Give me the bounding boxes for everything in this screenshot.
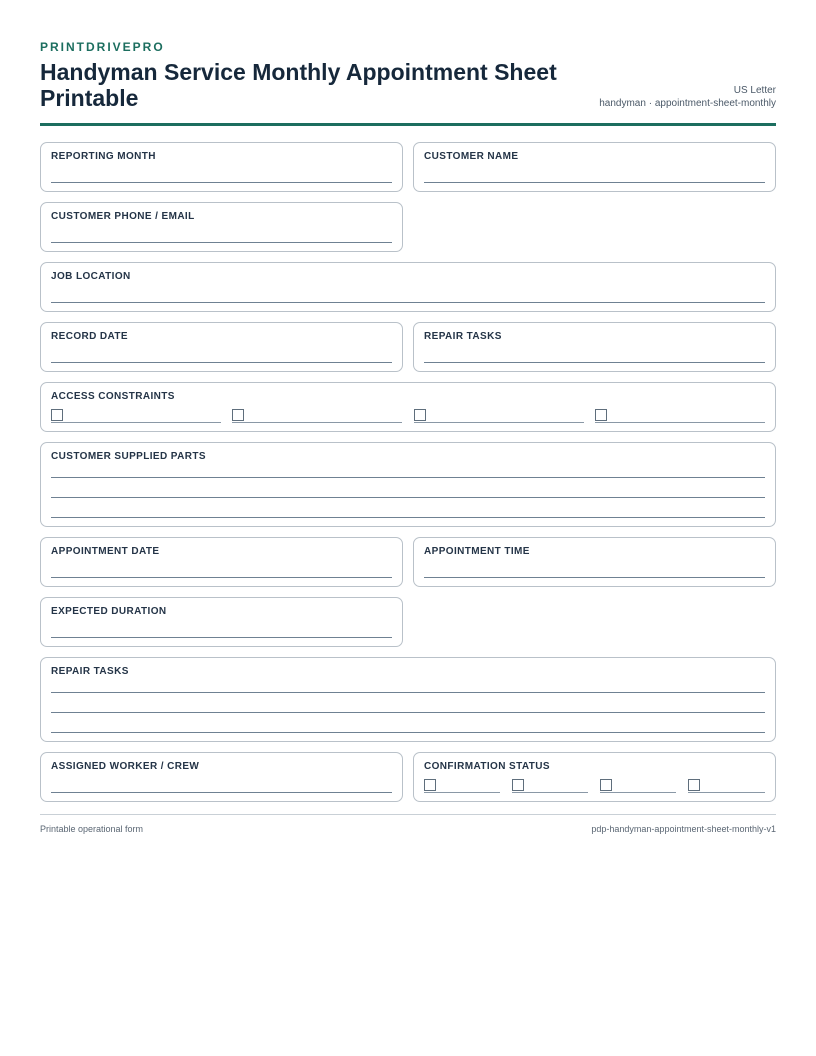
access-constraint-option-line[interactable] (232, 422, 402, 423)
customer-supplied-parts-field[interactable] (40, 442, 776, 527)
expected-duration-field[interactable] (40, 597, 403, 647)
customer-supplied-parts-line[interactable] (51, 497, 765, 498)
confirmation-status-label: CONFIRMATION STATUS (424, 761, 550, 772)
job-location-input-line[interactable] (51, 302, 765, 303)
paper-size: US Letter (733, 85, 776, 96)
record-date-input-line[interactable] (51, 362, 392, 363)
reporting-month-field[interactable] (40, 142, 403, 192)
appointment-date-label: APPOINTMENT DATE (51, 546, 160, 557)
checkbox-icon[interactable] (424, 779, 436, 791)
page-footer (40, 814, 776, 834)
customer-supplied-parts-label: CUSTOMER SUPPLIED PARTS (51, 451, 206, 462)
customer-name-label: CUSTOMER NAME (424, 151, 519, 162)
assigned-worker-crew-input-line[interactable] (51, 792, 392, 793)
confirmation-status-option-line[interactable] (512, 792, 588, 793)
access-constraint-option-line[interactable] (51, 422, 221, 423)
repair-tasks-long-line[interactable] (51, 692, 765, 693)
access-constraint-option[interactable] (595, 409, 765, 423)
brand-name: PRINTDRIVEPRO (40, 40, 165, 54)
access-constraint-option[interactable] (232, 409, 402, 423)
appointment-time-input-line[interactable] (424, 577, 765, 578)
confirmation-status-option[interactable] (424, 779, 500, 793)
customer-phone-email-field[interactable] (40, 202, 403, 252)
job-location-label: JOB LOCATION (51, 271, 131, 282)
footer-form-type: Printable operational form (40, 824, 144, 834)
confirmation-status-option-line[interactable] (600, 792, 676, 793)
confirmation-status-option[interactable] (512, 779, 588, 793)
footer-form-id: pdp-handyman-appointment-sheet-monthly-v1 (591, 824, 776, 834)
expected-duration-input-line[interactable] (51, 637, 392, 638)
checkbox-icon[interactable] (688, 779, 700, 791)
record-date-field[interactable] (40, 322, 403, 372)
checkbox-icon[interactable] (595, 409, 607, 421)
page-header (40, 40, 776, 126)
customer-supplied-parts-line[interactable] (51, 517, 765, 518)
confirmation-status-option-line[interactable] (424, 792, 500, 793)
repair-tasks-short-field[interactable] (413, 322, 776, 372)
checkbox-icon[interactable] (512, 779, 524, 791)
appointment-time-label: APPOINTMENT TIME (424, 546, 530, 557)
repair-tasks-long-label: REPAIR TASKS (51, 666, 129, 677)
form-slug: handyman · appointment-sheet-monthly (599, 98, 776, 109)
access-constraints-field (40, 382, 776, 432)
customer-supplied-parts-line[interactable] (51, 477, 765, 478)
job-location-field[interactable] (40, 262, 776, 312)
checkbox-icon[interactable] (232, 409, 244, 421)
appointment-date-input-line[interactable] (51, 577, 392, 578)
checkbox-icon[interactable] (414, 409, 426, 421)
customer-name-field[interactable] (413, 142, 776, 192)
repair-tasks-long-line[interactable] (51, 712, 765, 713)
confirmation-status-option[interactable] (600, 779, 676, 793)
access-constraints-label: ACCESS CONSTRAINTS (51, 391, 175, 402)
customer-phone-email-input-line[interactable] (51, 242, 392, 243)
expected-duration-label: EXPECTED DURATION (51, 606, 167, 617)
access-constraint-option[interactable] (414, 409, 584, 423)
customer-name-input-line[interactable] (424, 182, 765, 183)
checkbox-icon[interactable] (51, 409, 63, 421)
access-constraint-option[interactable] (51, 409, 221, 423)
customer-phone-email-label: CUSTOMER PHONE / EMAIL (51, 211, 195, 222)
confirmation-status-field (413, 752, 776, 802)
access-constraint-option-line[interactable] (414, 422, 584, 423)
assigned-worker-crew-label: ASSIGNED WORKER / CREW (51, 761, 200, 772)
confirmation-status-option-line[interactable] (688, 792, 765, 793)
checkbox-icon[interactable] (600, 779, 612, 791)
appointment-time-field[interactable] (413, 537, 776, 587)
reporting-month-label: REPORTING MONTH (51, 151, 156, 162)
assigned-worker-crew-field[interactable] (40, 752, 403, 802)
page-meta (599, 84, 776, 110)
repair-tasks-long-field[interactable] (40, 657, 776, 742)
confirmation-status-option[interactable] (688, 779, 765, 793)
repair-tasks-short-label: REPAIR TASKS (424, 331, 502, 342)
reporting-month-input-line[interactable] (51, 182, 392, 183)
access-constraint-option-line[interactable] (595, 422, 765, 423)
record-date-label: RECORD DATE (51, 331, 128, 342)
repair-tasks-short-input-line[interactable] (424, 362, 765, 363)
appointment-date-field[interactable] (40, 537, 403, 587)
repair-tasks-long-line[interactable] (51, 732, 765, 733)
page-title: Handyman Service Monthly Appointment Sheet Printable (40, 59, 557, 111)
